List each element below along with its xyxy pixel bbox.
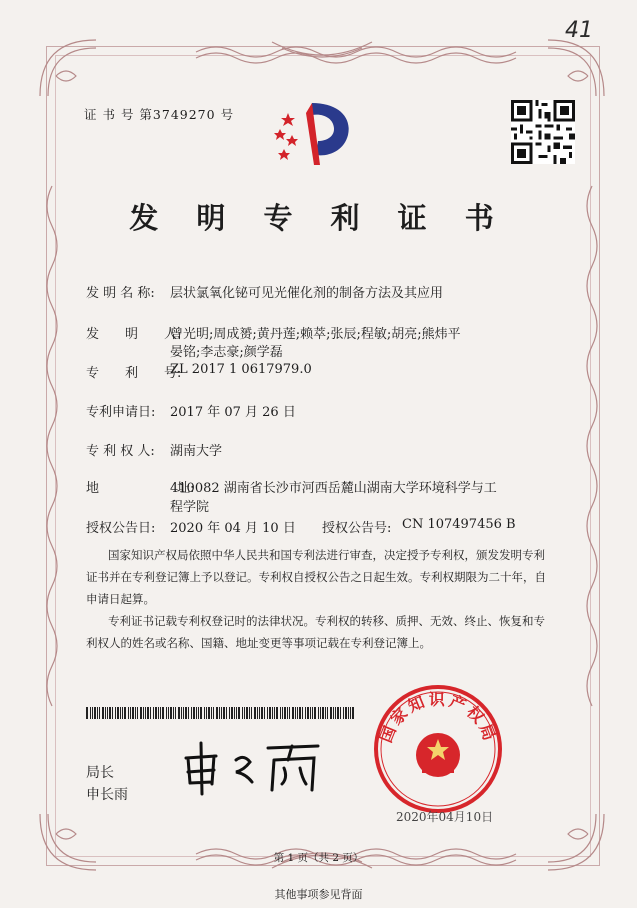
patent-holder-value: 湖南大学: [170, 444, 223, 459]
filing-date-label: 专利申请日:: [86, 405, 156, 420]
director-title: 局长: [86, 765, 114, 781]
certificate-number: 证 书 号 第3749270 号: [84, 107, 235, 122]
address-label: 地 址:: [86, 481, 195, 496]
invention-name-value: 层状氯氧化铋可见光催化剂的制备方法及其应用: [170, 286, 444, 301]
director-signature: [176, 728, 326, 798]
seal-date: 2020年04月10日: [396, 810, 494, 824]
grant-date-value: 2020 年 04 月 10 日: [170, 521, 296, 536]
svg-text:国家知识产权局: 国家知识产权局: [376, 689, 501, 746]
handwritten-page-number: 41: [565, 18, 593, 43]
inventor-label: 发 明 人:: [86, 327, 182, 342]
barcode: [86, 707, 356, 719]
grant-date-label: 授权公告日:: [86, 521, 156, 536]
inventor-value-line1: 曾光明;周成赟;黄丹莲;赖萃;张辰;程敏;胡亮;熊炜平: [170, 327, 461, 342]
cnipa-logo-icon: [268, 95, 358, 175]
legal-paragraph-1-line1: 国家知识产权局依照中华人民共和国专利法进行审查，决定授予专利权，颁发发明专利: [108, 548, 545, 562]
qr-code: [511, 100, 575, 164]
legal-paragraph-1-line3: 申请日起算。: [86, 592, 155, 606]
footer-note: 其他事项参见背面: [274, 888, 363, 901]
director-name: 申长雨: [86, 787, 128, 803]
legal-paragraph-2-line2: 利权人的姓名或名称、国籍、地址变更等事项记载在专利登记簿上。: [86, 636, 431, 650]
legal-paragraph-1-line2: 证书并在专利登记簿上予以登记。专利权自授权公告之日起生效。专利权期限为二十年，自: [86, 570, 546, 584]
address-value-line1: 410082 湖南省长沙市河西岳麓山湖南大学环境科学与工: [170, 481, 497, 496]
filing-date-value: 2017 年 07 月 26 日: [170, 405, 296, 420]
grant-number-value: CN 107497456 B: [402, 517, 516, 532]
inventor-value-line2: 晏铭;李志豪;颜学磊: [170, 345, 283, 360]
patent-holder-label: 专 利 权 人:: [86, 444, 155, 459]
patent-number-label: 专 利 号:: [86, 366, 182, 381]
legal-paragraph-2-line1: 专利证书记载专利权登记时的法律状况。专利权的转移、质押、无效、终止、恢复和专: [108, 614, 545, 628]
invention-name-label: 发 明 名 称:: [86, 286, 155, 301]
page-number: 第 1 页（共 2 页）: [273, 852, 364, 864]
grant-number-label: 授权公告号:: [322, 521, 392, 536]
patent-number-value: ZL 2017 1 0617979.0: [170, 362, 312, 377]
certificate-title: 发 明 专 利 证 书: [129, 201, 508, 235]
official-seal-icon: [372, 683, 504, 815]
address-value-line2: 程学院: [170, 500, 210, 515]
